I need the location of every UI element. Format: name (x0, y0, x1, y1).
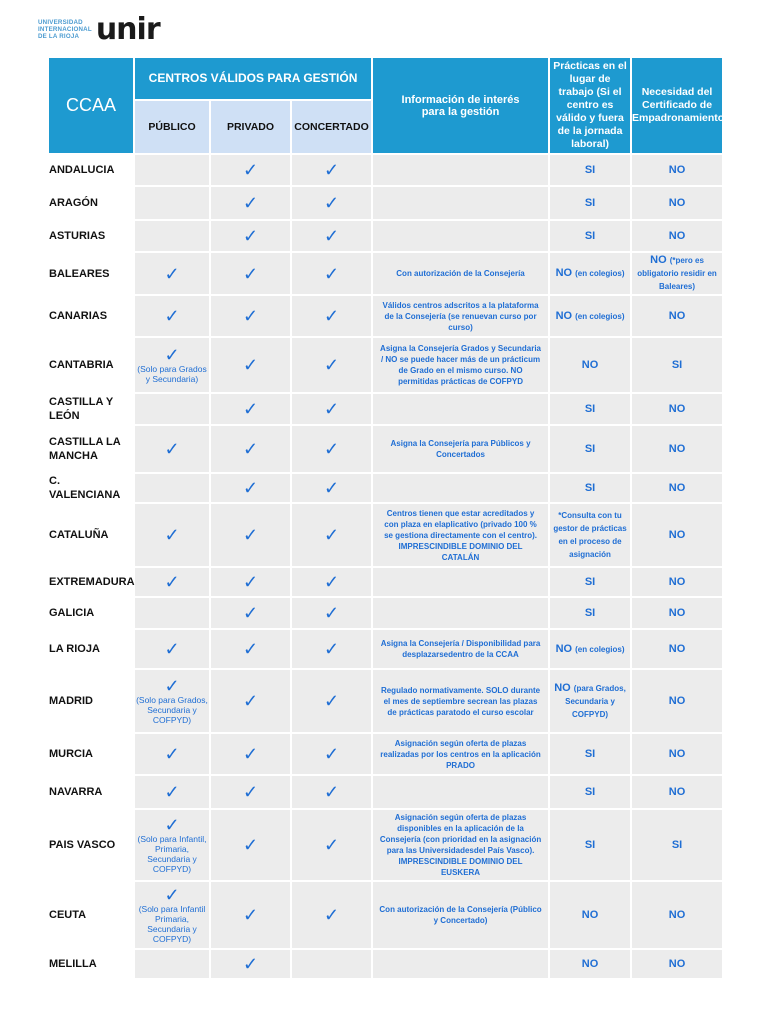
necesidad-value: NO (668, 230, 686, 242)
practicas-note: (en colegios) (575, 311, 625, 321)
check-icon: ✓ (242, 478, 259, 498)
cell-privado (211, 630, 290, 668)
cell-privado (211, 155, 290, 185)
header-necesidad: Necesidad del Certificado de Empadronamiento (632, 58, 722, 153)
table-row (49, 504, 722, 566)
practicas-value: NO (554, 681, 571, 694)
check-icon: ✓ (323, 744, 340, 764)
practicas-value: SI (584, 164, 596, 176)
cell-informacion (373, 155, 548, 185)
ccaa-name: MADRID (49, 670, 133, 732)
cell-informacion: Asigna la Consejería Grados y Secundaria / NO se puede hacer más de un prácticum de Grado en el mismo curso. NO permitidas prácticas de COFPYD (373, 338, 548, 392)
cell-privado (211, 950, 290, 978)
cell-publico (135, 155, 209, 185)
cell-practicas (550, 253, 630, 294)
cell-informacion: Centros tienen que estar acreditados y con plaza en elaplicativo (privado 100 % se gestiona directamente con el centro). IMPRESCINDIBLE DOMINIO DEL CATALÁN (373, 504, 548, 566)
cell-practicas (550, 598, 630, 628)
cell-concertado (292, 776, 371, 808)
cell-privado (211, 253, 290, 294)
check-icon: ✓ (164, 306, 180, 326)
cell-necesidad (632, 187, 722, 219)
cell-necesidad (632, 338, 722, 392)
cell-privado (211, 504, 290, 566)
check-icon: ✓ (242, 603, 259, 623)
practicas-value: SI (584, 839, 596, 851)
cell-practicas (550, 221, 630, 251)
table-row (49, 776, 722, 808)
cell-necesidad (632, 734, 722, 774)
cell-practicas (550, 568, 630, 596)
cell-necesidad (632, 426, 722, 472)
check-icon: ✓ (164, 782, 180, 802)
check-icon: ✓ (164, 639, 180, 659)
necesidad-value: NO (668, 909, 686, 921)
cell-practicas (550, 426, 630, 472)
practicas-value: NO (581, 958, 599, 970)
cell-concertado (292, 670, 371, 732)
ccaa-name: C. VALENCIANA (49, 474, 133, 502)
practicas-value: NO (555, 642, 573, 655)
necesidad-value: NO (668, 748, 686, 760)
check-icon: ✓ (242, 525, 259, 545)
cell-informacion: Asigna la Consejería / Disponibilidad para desplazarsedentro de la CCAA (373, 630, 548, 668)
necesidad-note: (*pero es obligatorio residir en Baleares) (637, 256, 717, 291)
table-row (49, 598, 722, 628)
cell-necesidad (632, 950, 722, 978)
cell-concertado (292, 253, 371, 294)
cell-practicas (550, 670, 630, 732)
header-informacion-line-2: para la gestión (421, 105, 500, 118)
table-row (49, 810, 722, 880)
check-icon: ✓ (323, 263, 340, 284)
cell-publico (135, 598, 209, 628)
cell-publico (135, 734, 209, 774)
practicas-note: (en colegios) (575, 644, 625, 654)
necesidad-value: NO (668, 786, 686, 798)
practicas-value: SI (584, 607, 596, 619)
ccaa-name: CASTILLA LA MANCHA (49, 426, 133, 472)
necesidad-value: NO (668, 164, 686, 176)
table-row (49, 426, 722, 472)
cell-note: (Solo para Infantil Primaria, Secundaria y COFPYD) (138, 904, 206, 944)
cell-necesidad (632, 221, 722, 251)
practicas-note: (en colegios) (575, 269, 625, 278)
cell-concertado (292, 296, 371, 336)
ccaa-name: MELILLA (49, 950, 133, 978)
cell-informacion: Regulado normativamente. SOLO durante el mes de septiembre secrean las plazas de prácticas paratodo el curso escolar (373, 670, 548, 732)
cell-privado (211, 776, 290, 808)
cell-note: (Solo para Grados y Secundaria) (137, 364, 207, 384)
check-icon: ✓ (242, 905, 259, 925)
ccaa-name: MURCIA (49, 734, 133, 774)
cell-informacion (373, 474, 548, 502)
practicas-value: SI (584, 786, 596, 798)
check-icon: ✓ (323, 905, 340, 925)
cell-informacion: Con autorización de la Consejería (Público y Concertado) (373, 882, 548, 948)
cell-practicas (550, 155, 630, 185)
necesidad-value: NO (668, 310, 686, 322)
cell-necesidad (632, 568, 722, 596)
table-row (49, 734, 722, 774)
cell-privado (211, 426, 290, 472)
check-icon: ✓ (242, 572, 259, 592)
check-icon: ✓ (242, 639, 259, 659)
check-icon: ✓ (242, 226, 259, 246)
cell-privado (211, 474, 290, 502)
cell-necesidad (632, 504, 722, 566)
cell-publico (135, 882, 209, 948)
cell-privado (211, 296, 290, 336)
cell-concertado (292, 187, 371, 219)
ccaa-name: CEUTA (49, 882, 133, 948)
logo-line-3: DE LA RIOJA (38, 32, 80, 40)
cell-necesidad (632, 155, 722, 185)
logo-line-1: UNIVERSIDAD (38, 18, 83, 26)
cell-publico (135, 630, 209, 668)
unir-logo (38, 11, 160, 47)
practicas-value: NO (555, 267, 573, 279)
table-body (49, 155, 722, 978)
header-informacion (373, 58, 548, 153)
necesidad-value: NO (668, 695, 686, 707)
check-icon: ✓ (242, 160, 259, 180)
cell-practicas (550, 296, 630, 336)
check-icon: ✓ (323, 226, 340, 246)
ccaa-name: ANDALUCIA (49, 155, 133, 185)
cell-necesidad (632, 253, 722, 294)
practicas-value: SI (584, 748, 596, 760)
cell-informacion: Asignación según oferta de plazas realizadas por los centros en la aplicación PRADO (373, 734, 548, 774)
cell-concertado (292, 568, 371, 596)
cell-practicas (550, 776, 630, 808)
check-icon: ✓ (242, 835, 259, 855)
cell-practicas (550, 338, 630, 392)
ccaa-name: NAVARRA (49, 776, 133, 808)
necesidad-value: NO (668, 482, 686, 494)
table-header (49, 58, 725, 153)
cell-necesidad (632, 670, 722, 732)
check-icon: ✓ (164, 744, 180, 764)
practicas-note: (para Grados, Secundaria y COFPYD) (565, 683, 626, 719)
table-row (49, 253, 722, 294)
check-icon: ✓ (242, 782, 259, 802)
necesidad-value: NO (668, 576, 686, 588)
necesidad-value: NO (668, 607, 686, 619)
cell-informacion: Asigna la Consejería para Públicos y Concertados (373, 426, 548, 472)
check-icon: ✓ (242, 355, 259, 375)
practicas-value: NO (581, 359, 599, 371)
cell-note: (Solo para Grados, Secundaria y COFPYD) (136, 695, 208, 725)
cell-necesidad (632, 776, 722, 808)
ccaa-name: LA RIOJA (49, 630, 133, 668)
practicas-value: NO (555, 309, 573, 322)
cell-privado (211, 670, 290, 732)
cell-privado (211, 882, 290, 948)
ccaa-name: ASTURIAS (49, 221, 133, 251)
practicas-value: SI (584, 197, 596, 209)
cell-publico (135, 950, 209, 978)
cell-publico (135, 221, 209, 251)
table-row (49, 338, 722, 392)
table-row (49, 568, 722, 596)
check-icon: ✓ (242, 263, 259, 284)
necesidad-value: NO (668, 403, 686, 415)
cell-concertado (292, 394, 371, 424)
check-icon: ✓ (323, 355, 340, 375)
check-icon: ✓ (323, 639, 340, 659)
table-row (49, 630, 722, 668)
necesidad-value: NO (668, 443, 686, 455)
check-icon: ✓ (323, 525, 340, 545)
header-concertado: CONCERTADO (292, 101, 371, 153)
check-icon: ✓ (164, 676, 180, 696)
cell-practicas (550, 474, 630, 502)
cell-publico (135, 187, 209, 219)
necesidad-value: NO (668, 197, 686, 209)
cell-necesidad (632, 474, 722, 502)
cell-practicas (550, 630, 630, 668)
cell-concertado (292, 221, 371, 251)
cell-informacion (373, 394, 548, 424)
check-icon: ✓ (242, 399, 259, 419)
ccaa-name: PAIS VASCO (49, 810, 133, 880)
cell-informacion: Con autorización de la Consejería (373, 253, 548, 294)
table-row (49, 296, 722, 336)
cell-privado (211, 810, 290, 880)
check-icon: ✓ (323, 160, 340, 180)
cell-necesidad (632, 882, 722, 948)
check-icon: ✓ (323, 572, 340, 592)
table-row (49, 155, 722, 185)
cell-publico (135, 474, 209, 502)
header-ccaa: CCAA (49, 58, 133, 153)
table-row (49, 221, 722, 251)
cell-publico (135, 568, 209, 596)
cell-practicas (550, 504, 630, 566)
necesidad-value: NO (650, 254, 667, 266)
necesidad-value: NO (668, 529, 686, 541)
cell-privado (211, 338, 290, 392)
check-icon: ✓ (164, 572, 180, 592)
check-icon: ✓ (323, 399, 340, 419)
cell-informacion (373, 221, 548, 251)
check-icon: ✓ (242, 744, 259, 764)
cell-informacion (373, 568, 548, 596)
cell-practicas (550, 950, 630, 978)
necesidad-value: SI (671, 359, 683, 371)
cell-privado (211, 221, 290, 251)
check-icon: ✓ (242, 691, 259, 711)
cell-informacion: Asignación según oferta de plazas disponibles en la aplicación de la Consejería (con prioridad en la asignación para las Universidadesdel País Vasco). IMPRESCINDIBLE DOMINIO DEL EUSKERA (373, 810, 548, 880)
table-row (49, 670, 722, 732)
check-icon: ✓ (323, 193, 340, 213)
cell-privado (211, 568, 290, 596)
table-row (49, 474, 722, 502)
check-icon: ✓ (164, 815, 180, 835)
cell-note: (Solo para Infantil, Primaria, Secundaria y COFPYD) (137, 834, 207, 874)
practicas-value: SI (584, 230, 596, 242)
check-icon: ✓ (164, 345, 180, 365)
check-icon: ✓ (323, 782, 340, 802)
check-icon: ✓ (323, 835, 340, 855)
check-icon: ✓ (164, 439, 180, 459)
ccaa-name: CANTABRIA (49, 338, 133, 392)
cell-practicas (550, 810, 630, 880)
cell-informacion (373, 187, 548, 219)
cell-concertado (292, 630, 371, 668)
logo-brand: unir (95, 11, 160, 47)
check-icon: ✓ (242, 306, 259, 326)
cell-concertado (292, 426, 371, 472)
check-icon: ✓ (242, 954, 259, 974)
check-icon: ✓ (323, 439, 340, 459)
table-row (49, 187, 722, 219)
ccaa-name: CASTILLA Y LEÓN (49, 394, 133, 424)
cell-concertado (292, 474, 371, 502)
cell-concertado (292, 504, 371, 566)
cell-publico (135, 296, 209, 336)
cell-necesidad (632, 296, 722, 336)
cell-concertado (292, 950, 371, 978)
ccaa-name: ARAGÓN (49, 187, 133, 219)
header-privado: PRIVADO (211, 101, 290, 153)
cell-practicas (550, 394, 630, 424)
ccaa-name: CANARIAS (49, 296, 133, 336)
practicas-value: SI (584, 443, 596, 455)
cell-informacion: Válidos centros adscritos a la plataforma de la Consejería (se renuevan curso por curso) (373, 296, 548, 336)
cell-publico (135, 810, 209, 880)
cell-publico (135, 504, 209, 566)
header-centros-validos: CENTROS VÁLIDOS PARA GESTIÓN (135, 58, 371, 99)
cell-concertado (292, 882, 371, 948)
table-row (49, 394, 722, 424)
cell-concertado (292, 338, 371, 392)
cell-concertado (292, 810, 371, 880)
cell-necesidad (632, 394, 722, 424)
header-informacion-line-1: Información de interés (401, 93, 520, 106)
cell-publico (135, 394, 209, 424)
practicas-table (47, 56, 724, 980)
cell-concertado (292, 734, 371, 774)
check-icon: ✓ (164, 525, 180, 545)
ccaa-name: BALEARES (49, 253, 133, 294)
practicas-value: NO (581, 909, 599, 921)
check-icon: ✓ (164, 263, 180, 284)
cell-practicas (550, 734, 630, 774)
cell-informacion (373, 598, 548, 628)
header-publico: PÚBLICO (135, 101, 209, 153)
cell-publico (135, 776, 209, 808)
ccaa-name: EXTREMADURA (49, 568, 133, 596)
cell-publico (135, 670, 209, 732)
practicas-value: SI (584, 576, 596, 588)
check-icon: ✓ (323, 478, 340, 498)
ccaa-name: CATALUÑA (49, 504, 133, 566)
necesidad-value: NO (668, 958, 686, 970)
cell-privado (211, 187, 290, 219)
practicas-value: *Consulta con tu gestor de prácticas en el proceso de asignación (553, 511, 627, 559)
table-row (49, 882, 722, 948)
header-practicas: Prácticas en el lugar de trabajo (Si el centro es válido y fuera de la jornada laboral) (550, 58, 630, 153)
table-row (49, 950, 722, 978)
cell-privado (211, 734, 290, 774)
cell-publico (135, 426, 209, 472)
practicas-value: SI (584, 482, 596, 494)
cell-concertado (292, 598, 371, 628)
cell-publico (135, 338, 209, 392)
check-icon: ✓ (164, 885, 180, 905)
cell-privado (211, 598, 290, 628)
cell-necesidad (632, 810, 722, 880)
necesidad-value: NO (668, 643, 686, 655)
cell-concertado (292, 155, 371, 185)
check-icon: ✓ (323, 691, 340, 711)
logo-university-text (38, 19, 92, 40)
cell-informacion (373, 950, 548, 978)
check-icon: ✓ (323, 306, 340, 326)
cell-informacion (373, 776, 548, 808)
check-icon: ✓ (242, 439, 259, 459)
cell-necesidad (632, 630, 722, 668)
necesidad-value: SI (671, 839, 683, 851)
practicas-value: SI (584, 403, 596, 415)
cell-necesidad (632, 598, 722, 628)
check-icon: ✓ (242, 193, 259, 213)
cell-publico (135, 253, 209, 294)
cell-practicas (550, 187, 630, 219)
cell-practicas (550, 882, 630, 948)
check-icon: ✓ (323, 603, 340, 623)
logo-line-2: INTERNACIONAL (38, 25, 92, 33)
cell-privado (211, 394, 290, 424)
ccaa-name: GALICIA (49, 598, 133, 628)
